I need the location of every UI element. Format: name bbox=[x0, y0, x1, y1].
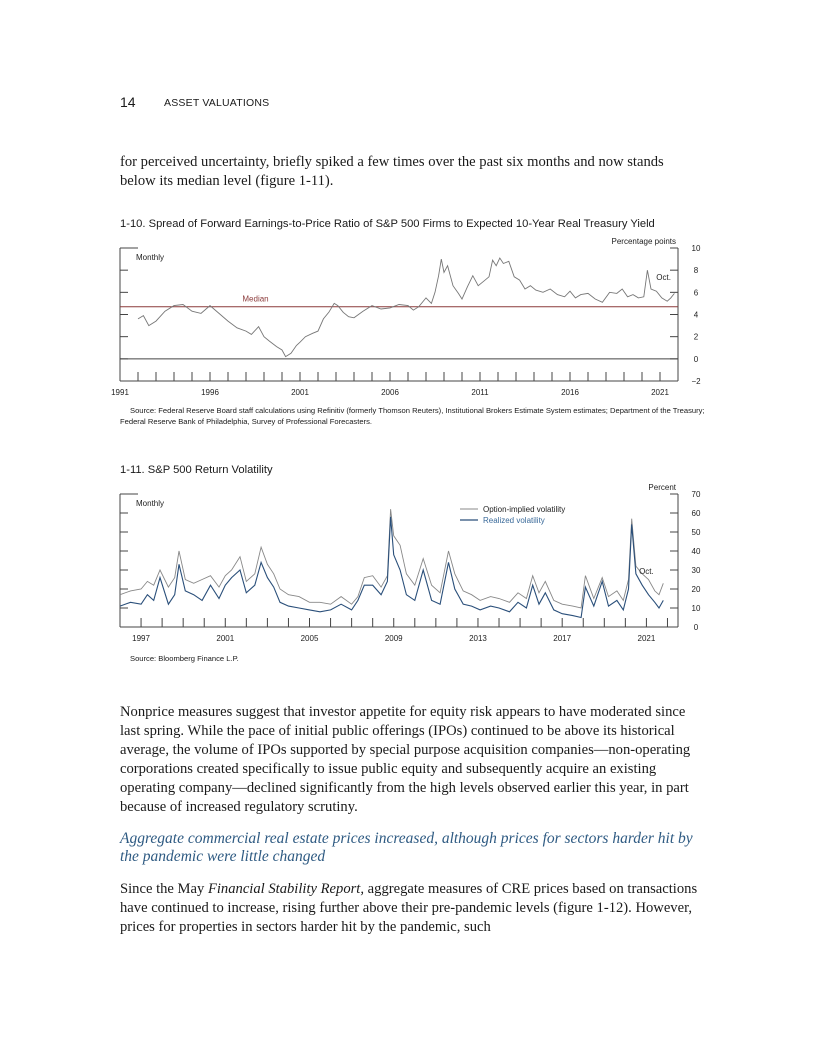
series-line-spread bbox=[138, 258, 674, 357]
y-tick-label: 60 bbox=[691, 509, 701, 518]
y-tick-label: 8 bbox=[693, 266, 699, 276]
y-tick-label: 0 bbox=[693, 354, 699, 364]
x-tick-label: 2017 bbox=[553, 634, 572, 643]
report-title-italic: Financial Stability Report, bbox=[207, 881, 365, 897]
legend-label-option-implied: Option-implied volatility bbox=[483, 505, 566, 514]
x-tick-label: 1991 bbox=[111, 388, 129, 397]
y-tick-label: 40 bbox=[691, 547, 701, 556]
x-tick-label: 2021 bbox=[637, 634, 656, 643]
figure-1-10-title: 1-10. Spread of Forward Earnings-to-Price Ratio of S&P 500 Firms to Expected 10-Year Real Treasury Yield bbox=[120, 218, 655, 230]
x-tick-label: 2021 bbox=[651, 388, 669, 397]
end-point-label: Oct. bbox=[639, 566, 654, 576]
y-tick-label: 20 bbox=[691, 585, 701, 594]
x-tick-label: 2016 bbox=[561, 388, 579, 397]
x-tick-label: 2005 bbox=[300, 634, 319, 643]
y-tick-label: 70 bbox=[691, 490, 701, 499]
paragraph-3-lead: Since the May bbox=[120, 881, 208, 897]
x-tick-label: 1997 bbox=[132, 634, 150, 643]
median-label: Median bbox=[242, 294, 269, 304]
figure-1-10-source: Source: Federal Reserve Board staff calculations using Refinitiv (formerly Thomson Reuters), Institutional Brokers Estimate System estimates; Department of the Treasury; Federal Reserve Bank of Philadelphia, Survey of Professional Forecasters. bbox=[120, 406, 705, 426]
section-subheading: Aggregate commercial real estate prices increased, although prices for sectors harder hit by the pandemic were little changed bbox=[120, 830, 693, 865]
y-tick-label: 2 bbox=[693, 332, 699, 342]
y-tick-label: 30 bbox=[691, 566, 701, 575]
y-tick-label: −2 bbox=[691, 377, 701, 386]
x-tick-label: 2001 bbox=[291, 388, 309, 397]
y-tick-label: 4 bbox=[693, 310, 699, 320]
x-tick-label: 2006 bbox=[381, 388, 399, 397]
body-paragraph-1: for perceived uncertainty, briefly spiked a few times over the past six months and now stands below its median level (figure 1-11). bbox=[120, 154, 664, 189]
end-point-label: Oct. bbox=[656, 272, 671, 282]
page-number: 14 bbox=[120, 94, 136, 110]
figure-1-11-source: Source: Bloomberg Finance L.P. bbox=[130, 654, 239, 663]
y-tick-label: 0 bbox=[693, 623, 699, 632]
series-line-option-implied bbox=[120, 509, 663, 608]
y-tick-label: 50 bbox=[691, 528, 701, 537]
x-tick-label: 1996 bbox=[201, 388, 219, 397]
y-tick-label: 10 bbox=[691, 244, 701, 253]
running-header: ASSET VALUATIONS bbox=[164, 97, 270, 109]
y-tick-label: 6 bbox=[693, 288, 699, 298]
figure-1-11-title: 1-11. S&P 500 Return Volatility bbox=[120, 464, 273, 476]
body-paragraph-3 bbox=[120, 880, 698, 937]
y-axis-unit-label: Percent bbox=[648, 483, 676, 492]
frequency-label: Monthly bbox=[136, 253, 165, 262]
legend-label-realized: Realized volatility bbox=[483, 516, 545, 525]
paragraph-3-rest: aggregate measures of CRE prices based on transactions have continued to increase, rising further above their pre-pandemic levels (figure 1-12). However, prices for properties in sectors harder hit by the pandemic, such bbox=[120, 881, 698, 935]
x-tick-label: 2013 bbox=[469, 634, 487, 643]
frequency-label: Monthly bbox=[136, 499, 165, 508]
y-tick-label: 10 bbox=[691, 604, 701, 613]
x-tick-label: 2009 bbox=[384, 634, 403, 643]
series-line-realized bbox=[120, 517, 663, 618]
x-tick-label: 2001 bbox=[216, 634, 235, 643]
y-axis-unit-label: Percentage points bbox=[611, 237, 676, 246]
body-paragraph-2: Nonprice measures suggest that investor appetite for equity risk appears to have moderated since last spring. While the pace of initial public offerings (IPOs) continued to be above its historical average, the volume of IPOs supported by special purpose acquisition companies—non-operating corporations created specifically to issue public equity and subsequently acquire an existing operating company—declined significantly from the high levels observed earlier this year, in part because of increased regulatory scrutiny. bbox=[120, 704, 691, 815]
x-tick-label: 2011 bbox=[471, 388, 489, 397]
